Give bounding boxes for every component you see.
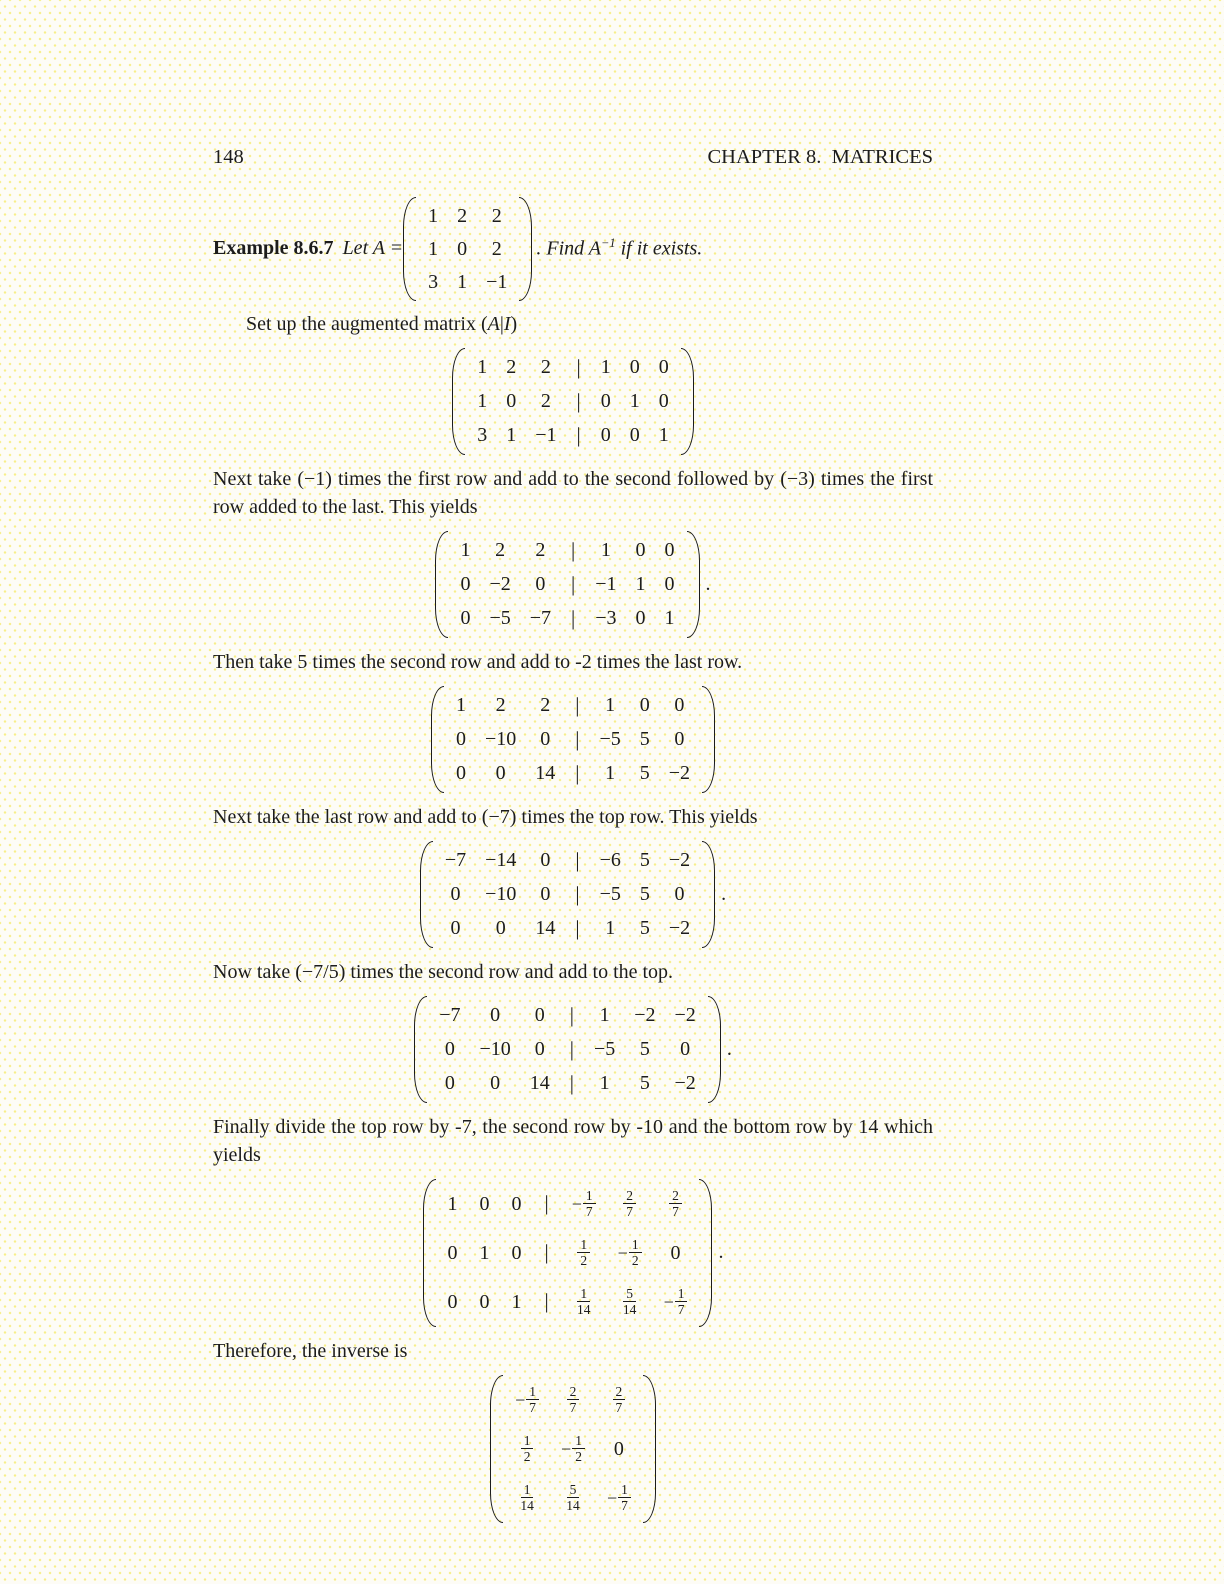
fraction-denominator: 7 (621, 1498, 628, 1514)
augment-divider: | (571, 605, 576, 630)
matrix-cell: 0 (495, 917, 506, 940)
matrix-period: . (718, 1241, 724, 1264)
example-tail-post: if it exists. (615, 237, 703, 260)
matrix-cell: 0 (658, 356, 669, 379)
matrix-grid (436, 1179, 700, 1327)
fraction-cell (563, 1482, 583, 1514)
left-paren (414, 996, 427, 1103)
matrix-cell: 5 (639, 728, 650, 751)
matrix-cell: 1 (477, 356, 488, 379)
display-inverse (213, 1375, 933, 1523)
matrix-cell: 0 (540, 883, 551, 906)
right-paren (702, 841, 715, 948)
display-step-5 (213, 1179, 933, 1327)
right-paren (519, 197, 532, 301)
right-paren (702, 686, 715, 793)
matrix-cell: 0 (534, 1038, 545, 1061)
augment-divider: | (575, 692, 580, 717)
fraction-stack (521, 1433, 534, 1465)
matrix-cell: 0 (444, 1072, 455, 1095)
fraction-cell (669, 1188, 682, 1220)
matrix-cell: −7 (529, 607, 552, 630)
setup-prefix: Set up the augmented matrix ( (246, 312, 488, 335)
matrix-cell: 0 (600, 390, 611, 413)
conclusion-text: Therefore, the inverse is (213, 1339, 408, 1362)
setup-bar: | (499, 312, 504, 335)
matrix-cell: 1 (428, 204, 439, 227)
fraction-numerator: 1 (583, 1188, 596, 1205)
matrix-cell: −2 (674, 1072, 696, 1095)
fraction-stack (613, 1384, 626, 1416)
fraction-numerator: 2 (669, 1188, 682, 1205)
matrix-cell: 0 (511, 1241, 522, 1264)
matrix-cell: 3 (428, 270, 439, 293)
matrix-cell: −10 (479, 1038, 511, 1061)
fraction-denominator: 2 (523, 1449, 531, 1465)
setup-close: ) (510, 312, 518, 335)
minus-sign: − (663, 1291, 674, 1312)
example-intro: Let A = (342, 237, 404, 260)
matrix-cell: 3 (477, 424, 488, 447)
augment-divider: | (575, 915, 580, 940)
fraction-numerator: 1 (572, 1433, 585, 1450)
matrix-cell: 0 (457, 237, 468, 260)
step-1-text: Next take (−1) times the first row and add to the second followed by (−3) times the first row added to the last. This yields (213, 467, 933, 518)
matrix-cell: 14 (535, 917, 556, 940)
matrix-cell: 0 (511, 1192, 522, 1215)
fraction-denominator: 7 (585, 1204, 593, 1220)
fraction-numerator: 1 (577, 1237, 590, 1254)
fraction-cell (664, 1286, 688, 1318)
fraction-stack (620, 1286, 640, 1318)
fraction-stack (563, 1482, 583, 1514)
fraction-denominator: 14 (622, 1302, 637, 1318)
minus-sign: − (561, 1438, 572, 1459)
display-step-1 (213, 531, 933, 638)
fraction-numerator: 1 (521, 1433, 534, 1450)
matrix-cell: 0 (535, 573, 546, 596)
augmented-matrix-step-2 (431, 686, 715, 793)
augment-divider: | (576, 354, 581, 379)
matrix-cell: −14 (485, 849, 517, 872)
right-paren (708, 996, 721, 1103)
matrix-cell: 2 (540, 356, 551, 379)
matrix-cell: 2 (491, 237, 502, 260)
matrix-cell: 0 (495, 762, 506, 785)
augmented-matrix-step-4 (414, 996, 732, 1103)
matrix-cell: 1 (605, 694, 616, 717)
fraction-numerator: 1 (675, 1286, 688, 1303)
setup-var-a: A (487, 312, 500, 335)
fraction-numerator: 2 (613, 1384, 626, 1401)
matrix-cell: −1 (595, 573, 617, 596)
matrix-grid (503, 1375, 643, 1523)
matrix-cell: 0 (460, 573, 471, 596)
matrix-cell: 0 (664, 539, 675, 562)
augment-divider: | (576, 388, 581, 413)
right-paren (699, 1179, 712, 1327)
matrix-cell: 1 (600, 356, 611, 379)
fraction-cell (620, 1286, 640, 1318)
matrix-cell: 1 (605, 762, 616, 785)
display-step-2 (213, 686, 933, 793)
matrix-cell: 0 (629, 356, 640, 379)
matrix-cell: 0 (455, 762, 466, 785)
matrix-cell: −6 (599, 849, 621, 872)
matrix-cell: 2 (506, 356, 517, 379)
example-tail-pre: . Find A (536, 237, 602, 260)
matrix-cell: −1 (535, 424, 557, 447)
minus-sign: − (515, 1389, 526, 1410)
matrix-grid (416, 197, 519, 301)
left-paren (431, 686, 444, 793)
fraction-denominator: 2 (580, 1253, 588, 1269)
fraction-denominator: 7 (569, 1400, 577, 1416)
augmented-matrix-step-1 (435, 531, 710, 638)
matrix-cell: 0 (450, 883, 461, 906)
left-paren (420, 841, 433, 948)
matrix-grid (427, 996, 708, 1103)
matrix-cell: 1 (635, 573, 646, 596)
display-step-4 (213, 996, 933, 1103)
fraction-cell (567, 1384, 580, 1416)
display-augmented-initial (213, 348, 933, 455)
matrix-period: . (721, 882, 727, 905)
fraction-stack (572, 1433, 585, 1465)
matrix-cell: 1 (664, 607, 675, 630)
step-3-text: Next take the last row and add to (−7) times the top row. This yields (213, 805, 758, 828)
matrix-cell: 0 (635, 607, 646, 630)
matrix-cell: 5 (639, 883, 650, 906)
matrix-cell: 1 (629, 390, 640, 413)
matrix-cell: 1 (600, 539, 611, 562)
matrix-a (403, 197, 532, 301)
matrix-cell: 0 (447, 1290, 458, 1313)
fraction-numerator: 1 (618, 1482, 631, 1499)
example-label: Example 8.6.7 (213, 237, 334, 260)
page-content (213, 146, 933, 1533)
matrix-cell: 0 (534, 1004, 545, 1027)
fraction-numerator: 1 (577, 1286, 590, 1303)
fraction-cell (561, 1433, 585, 1465)
matrix-grid (444, 686, 702, 793)
matrix-cell: 1 (658, 424, 669, 447)
fraction-numerator: 1 (521, 1482, 534, 1499)
fraction-denominator: 7 (672, 1204, 679, 1220)
fraction-stack (629, 1237, 642, 1269)
augment-divider: | (571, 537, 576, 562)
left-paren (403, 197, 416, 301)
right-paren (687, 531, 700, 638)
minus-sign: − (606, 1487, 618, 1508)
matrix-cell: 1 (477, 390, 488, 413)
matrix-cell: −2 (668, 849, 691, 872)
matrix-cell: −5 (593, 1038, 616, 1061)
matrix-cell: −5 (599, 728, 621, 751)
matrix-cell: 1 (428, 237, 439, 260)
matrix-cell: 5 (639, 762, 650, 785)
matrix-cell: 0 (540, 849, 551, 872)
matrix-cell: 0 (674, 728, 685, 751)
setup-line (213, 310, 933, 338)
fraction-denominator: 14 (566, 1498, 580, 1514)
fraction-cell (574, 1286, 594, 1318)
matrix-cell: −10 (485, 883, 517, 906)
matrix-cell: −3 (595, 607, 617, 630)
display-step-3 (213, 841, 933, 948)
augment-divider: | (571, 571, 576, 596)
fraction-denominator: 7 (677, 1302, 685, 1318)
fraction-denominator: 2 (575, 1449, 582, 1465)
matrix-cell: −2 (674, 1004, 696, 1027)
fraction-stack (669, 1188, 682, 1220)
matrix-cell: 0 (455, 728, 466, 751)
matrix-cell: 14 (535, 762, 556, 785)
matrix-cell: 5 (639, 1072, 650, 1095)
matrix-cell: 0 (540, 728, 551, 751)
matrix-cell: 0 (613, 1437, 624, 1460)
matrix-cell: 1 (457, 270, 468, 293)
matrix-cell: 1 (599, 1004, 610, 1027)
fraction-stack (675, 1286, 688, 1318)
fraction-denominator: 7 (615, 1400, 623, 1416)
step-4-text: Now take (−7/5) times the second row and add to the top. (213, 960, 674, 983)
fraction-denominator: 2 (631, 1253, 639, 1269)
matrix-cell: −7 (444, 849, 467, 872)
fraction-denominator: 14 (576, 1302, 591, 1318)
augment-divider: | (569, 1002, 574, 1027)
matrix-period: . (726, 1037, 732, 1060)
right-paren (681, 348, 694, 455)
matrix-cell: −5 (599, 883, 621, 906)
matrix-cell: 1 (460, 539, 471, 562)
matrix-cell: 2 (540, 694, 551, 717)
matrix-cell: 0 (639, 694, 650, 717)
matrix-cell: 0 (479, 1290, 490, 1313)
matrix-cell: 0 (674, 883, 685, 906)
matrix-cell: 0 (490, 1004, 501, 1027)
matrix-cell: −2 (668, 762, 691, 785)
augment-divider: | (569, 1036, 574, 1061)
augment-divider: | (544, 1240, 549, 1265)
fraction-numerator: 1 (526, 1384, 539, 1401)
fraction-stack (618, 1482, 631, 1514)
step-5-text: Finally divide the top row by -7, the second row by -10 and the bottom row by 14 which yields (213, 1115, 933, 1166)
fraction-numerator: 2 (567, 1384, 580, 1401)
matrix-grid (465, 348, 681, 455)
matrix-cell: 1 (455, 694, 466, 717)
matrix-grid (433, 841, 702, 948)
augment-divider: | (544, 1191, 549, 1216)
matrix-cell: 0 (460, 607, 471, 630)
matrix-cell: 2 (495, 539, 506, 562)
fraction-cell (607, 1482, 631, 1514)
fraction-cell (623, 1188, 636, 1220)
matrix-cell: 0 (450, 917, 461, 940)
augmented-matrix-initial (452, 348, 694, 455)
setup-var-i: I (503, 312, 511, 335)
fraction-cell (572, 1188, 596, 1220)
fraction-stack (517, 1482, 537, 1514)
matrix-cell: 0 (447, 1241, 458, 1264)
left-paren (452, 348, 465, 455)
matrix-cell: 5 (639, 917, 650, 940)
matrix-cell: 0 (680, 1038, 691, 1061)
fraction-numerator: 5 (623, 1286, 636, 1303)
matrix-cell: 0 (506, 390, 517, 413)
matrix-cell: 1 (447, 1192, 458, 1215)
augment-divider: | (575, 760, 580, 785)
matrix-cell: 1 (506, 424, 517, 447)
matrix-cell: 14 (529, 1072, 550, 1095)
matrix-cell: −2 (489, 573, 511, 596)
augment-divider: | (576, 422, 581, 447)
inverse-exponent: −1 (601, 236, 616, 251)
right-paren (643, 1375, 656, 1523)
matrix-cell: 0 (670, 1241, 681, 1264)
fraction-numerator: 5 (567, 1482, 580, 1499)
matrix-cell: 2 (535, 539, 546, 562)
matrix-cell: 0 (600, 424, 611, 447)
matrix-cell: 1 (479, 1241, 490, 1264)
matrix-cell: 0 (635, 539, 646, 562)
matrix-cell: −10 (484, 728, 517, 751)
fraction-stack (567, 1384, 580, 1416)
fraction-stack (583, 1188, 596, 1220)
matrix-period: . (705, 572, 711, 595)
fraction-cell (613, 1384, 626, 1416)
fraction-numerator: 1 (629, 1237, 642, 1254)
matrix-cell: −2 (634, 1004, 656, 1027)
matrix-cell: 1 (605, 917, 616, 940)
step-2-text: Then take 5 times the second row and add to -2 times the last row. (213, 650, 743, 673)
matrix-cell: 2 (457, 204, 468, 227)
augment-divider: | (575, 847, 580, 872)
left-paren (435, 531, 448, 638)
fraction-stack (577, 1237, 590, 1269)
matrix-cell: 2 (540, 390, 551, 413)
page-number: 148 (213, 146, 244, 168)
left-paren (423, 1179, 436, 1327)
matrix-cell: 0 (479, 1192, 490, 1215)
fraction-stack (526, 1384, 539, 1416)
matrix-cell: 0 (490, 1072, 501, 1095)
matrix-cell: 1 (599, 1072, 610, 1095)
fraction-stack (574, 1286, 594, 1318)
augmented-matrix-rref (423, 1179, 724, 1327)
augmented-matrix-step-3 (420, 841, 726, 948)
matrix-cell: 5 (639, 849, 650, 872)
fraction-cell (577, 1237, 590, 1269)
example-statement (213, 197, 933, 301)
minus-sign: − (617, 1242, 628, 1263)
matrix-cell: 1 (511, 1290, 522, 1313)
matrix-cell: 0 (629, 424, 640, 447)
fraction-cell (521, 1433, 534, 1465)
minus-sign: − (571, 1193, 582, 1214)
matrix-cell: 0 (674, 694, 685, 717)
matrix-cell: −7 (439, 1004, 461, 1027)
chapter-title: CHAPTER 8. MATRICES (707, 146, 933, 168)
matrix-cell: 0 (444, 1038, 455, 1061)
fraction-cell (515, 1384, 539, 1416)
fraction-denominator: 7 (626, 1204, 633, 1220)
matrix-cell: −5 (489, 607, 511, 630)
matrix-cell: 2 (491, 204, 502, 227)
fraction-denominator: 14 (520, 1498, 534, 1514)
fraction-stack (623, 1188, 636, 1220)
fraction-numerator: 2 (623, 1188, 636, 1205)
augment-divider: | (575, 726, 580, 751)
augment-divider: | (544, 1289, 549, 1314)
matrix-cell: −2 (668, 917, 691, 940)
augment-divider: | (569, 1070, 574, 1095)
augment-divider: | (575, 881, 580, 906)
fraction-cell (618, 1237, 642, 1269)
matrix-cell: 2 (495, 694, 506, 717)
matrix-cell: −1 (486, 270, 508, 293)
example-tail (536, 236, 702, 261)
matrix-grid (448, 531, 686, 638)
fraction-denominator: 7 (529, 1400, 537, 1416)
matrix-cell: 5 (639, 1038, 650, 1061)
inverse-matrix (490, 1375, 656, 1523)
left-paren (490, 1375, 503, 1523)
page-header (213, 146, 933, 169)
matrix-cell: 0 (658, 390, 669, 413)
matrix-cell: 0 (664, 573, 675, 596)
fraction-cell (517, 1482, 537, 1514)
